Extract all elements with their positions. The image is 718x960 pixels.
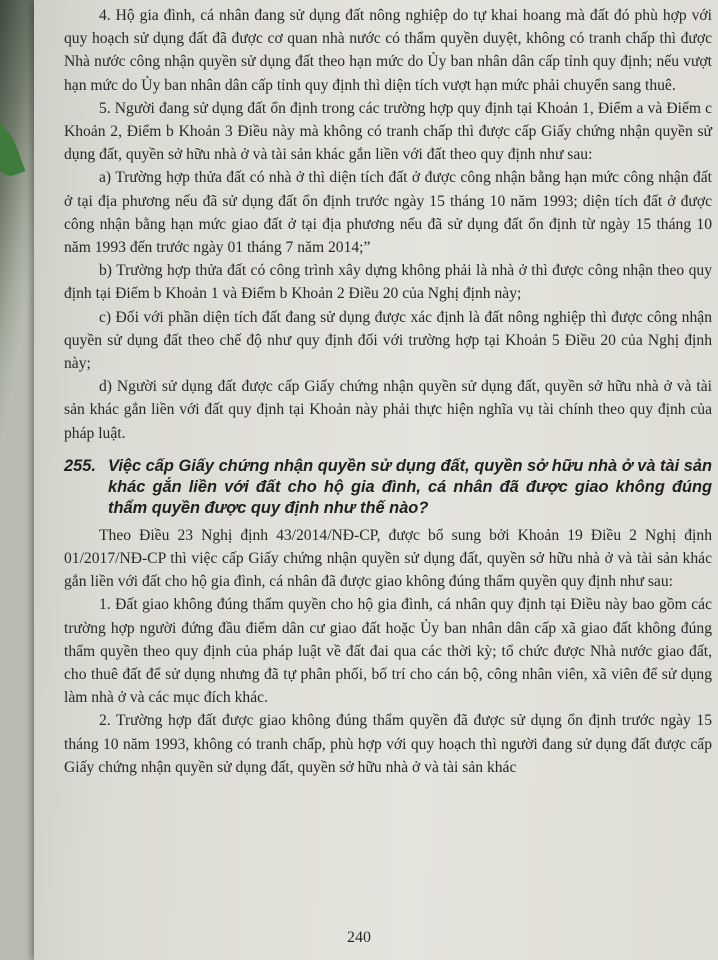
- paragraph-5a: a) Trường hợp thửa đất có nhà ở thì diện tích đất ở được công nhận bằng hạn mức công nhận đất ở tại địa phương nếu đã sử dụng đất ổn định trước ngày 15 tháng 10 năm 1993; diện tích đất ở được công nhận bằng hạn mức giao đất ở tại địa phương nếu đã sử dụng đất ổn định từ ngày 15 tháng 10 năm 1993 đến trước ngày 01 tháng 7 năm 2014;”: [64, 169, 712, 257]
- answer-item-2: 2. Trường hợp đất được giao không đúng thẩm quyền đã được sử dụng ổn định trước ngày 15 tháng 10 năm 1993, không có tranh chấp, phù hợp với quy hoạch thì người đang sử dụng đất được cấp Giấy chứng nhận quyền sử dụng đất, quyền sở hữu nhà ở và tài sản khác: [64, 712, 712, 776]
- question-number: 255.: [64, 456, 96, 475]
- paragraph-5b: b) Trường hợp thửa đất có công trình xây dựng không phải là nhà ở thì được công nhận theo quy định tại Điểm b Khoản 1 và Điểm b Khoản 2 Điều 20 của Nghị định này;: [64, 262, 712, 303]
- page-text: [64, 4, 712, 779]
- paragraph-5c: c) Đối với phần diện tích đất đang sử dụng được xác định là đất nông nghiệp thì được công nhận quyền sử dụng đất theo chế độ như quy định đối với trường hợp tại Khoản 5 Điều 20 của Nghị định này;: [64, 308, 712, 373]
- paragraph-4: 4. Hộ gia đình, cá nhân đang sử dụng đất nông nghiệp do tự khai hoang mà đất đó phù hợp với quy hoạch sử dụng đất đã được cơ quan nhà nước có thẩm quyền duyệt, không có tranh chấp thì được Nhà nước công nhận quyền sử dụng đất theo hạn mức do Ủy ban nhân dân cấp tỉnh quy định; nếu vượt hạn mức do Ủy ban nhân dân cấp tỉnh quy định thì diện tích vượt hạn mức phải chuyển sang thuê.: [64, 7, 712, 94]
- answer-intro: Theo Điều 23 Nghị định 43/2014/NĐ-CP, được bổ sung bởi Khoản 19 Điều 2 Nghị định 01/2017/NĐ-CP thì việc cấp Giấy chứng nhận quyền sử dụng đất, quyền sở hữu nhà ở và tài sản khác gắn liền với đất cho hộ gia đình, cá nhân đã được giao không đúng thẩm quyền quy định như sau:: [64, 526, 712, 591]
- question-heading: [64, 456, 712, 519]
- paragraph-5d: d) Người sử dụng đất được cấp Giấy chứng nhận quyền sử dụng đất, quyền sở hữu nhà ở và tài sản khác gắn liền với đất quy định tại Khoản này phải thực hiện nghĩa vụ tài chính theo quy định của pháp luật.: [64, 378, 712, 442]
- page-number: 240: [347, 929, 371, 946]
- question-title: Việc cấp Giấy chứng nhận quyền sử dụng đất, quyền sở hữu nhà ở và tài sản khác gắn liền với đất cho hộ gia đình, cá nhân đã được giao không đúng thẩm quyền được quy định như thế nào?: [108, 456, 712, 517]
- answer-item-1: 1. Đất giao không đúng thẩm quyền cho hộ gia đình, cá nhân quy định tại Điều này bao gồm các trường hợp người đứng đầu điểm dân cư giao đất hoặc Ủy ban nhân dân cấp xã giao đất không đúng thẩm quyền theo quy định của pháp luật về đất đai qua các thời kỳ; tổ chức được Nhà nước giao đất, cho thuê đất để sử dụng nhưng đã tự phân phối, bố trí cho cán bộ, công nhân viên, xã viên để sử dụng làm nhà ở và các mục đích khác.: [64, 596, 712, 707]
- paragraph-5: 5. Người đang sử dụng đất ổn định trong các trường hợp quy định tại Khoản 1, Điểm a và Điểm c Khoản 2, Điểm b Khoản 3 Điều này mà không có tranh chấp thì được cấp Giấy chứng nhận quyền sử dụng đất, quyền sở hữu nhà ở và tài sản khác gắn liền với đất theo quy định như sau:: [64, 99, 712, 164]
